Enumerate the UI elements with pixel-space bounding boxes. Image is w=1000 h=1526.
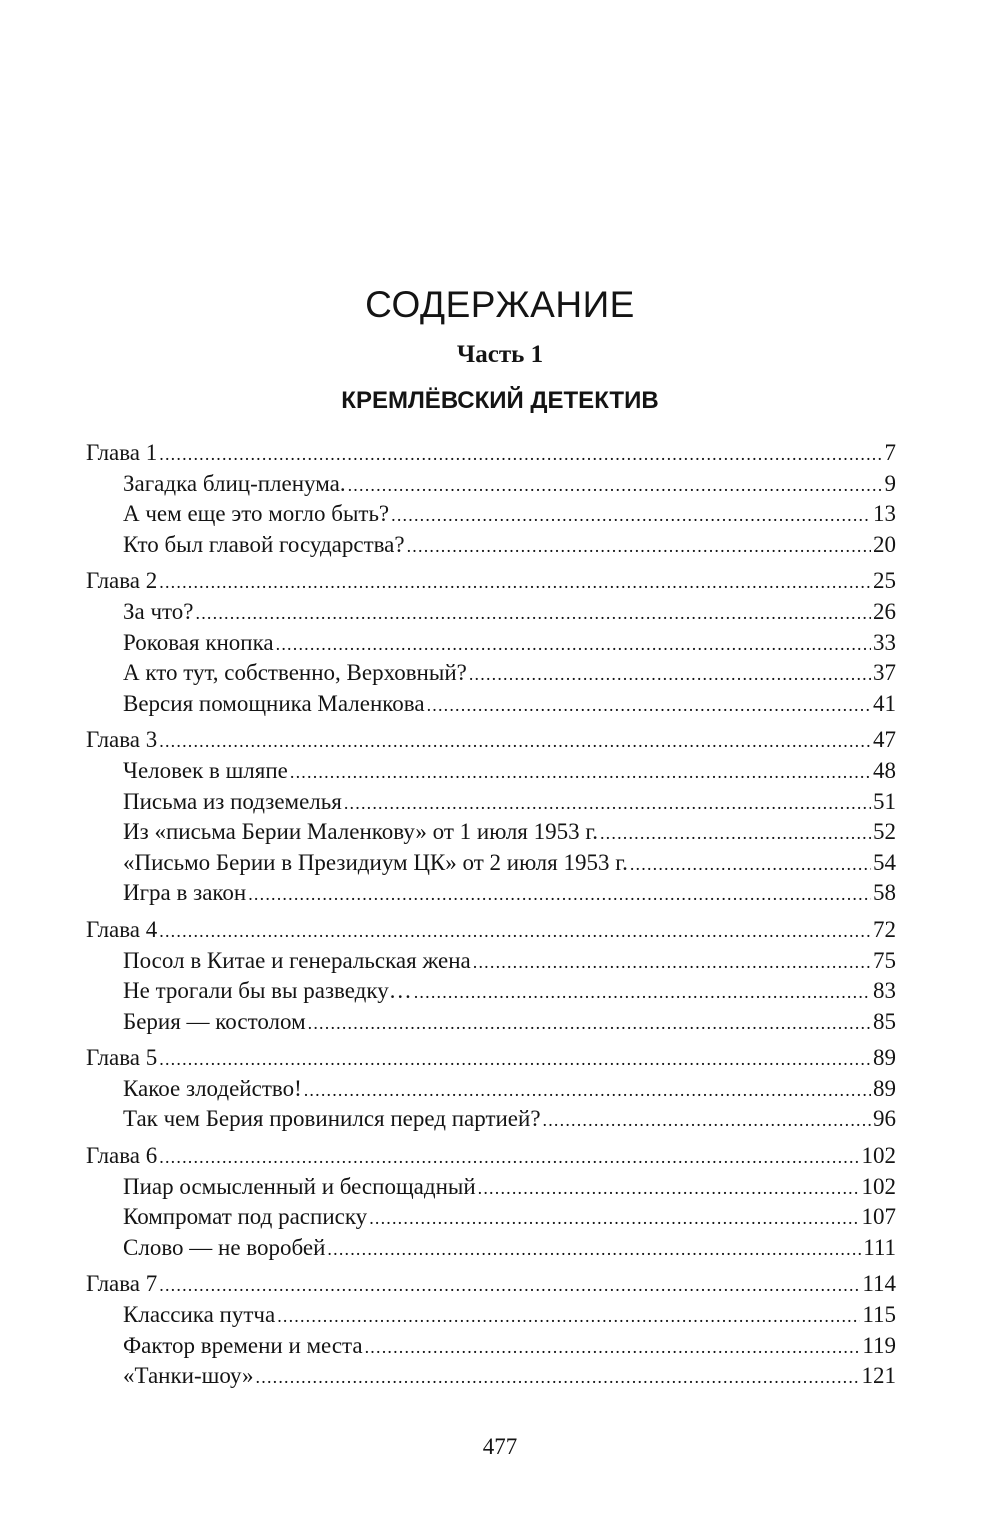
section-page-number: 83 bbox=[873, 978, 896, 1004]
chapter-title: Глава 5 bbox=[86, 1045, 158, 1071]
section-page-number: 41 bbox=[873, 690, 896, 716]
toc-section-entry bbox=[86, 1074, 896, 1105]
section-title: Версия помощника Маленкова bbox=[123, 690, 425, 716]
dot-leader bbox=[478, 1173, 860, 1204]
chapter-title: Глава 7 bbox=[86, 1271, 158, 1297]
toc-section-entry bbox=[86, 628, 896, 659]
chapter-title: Глава 6 bbox=[86, 1143, 158, 1169]
section-page-number: 85 bbox=[873, 1008, 896, 1034]
dot-leader bbox=[159, 1142, 859, 1173]
toc-section-entry bbox=[86, 756, 896, 787]
toc-section-entry bbox=[86, 530, 896, 561]
dot-leader bbox=[196, 598, 871, 629]
toc-chapter-block bbox=[86, 566, 896, 719]
toc-chapter-entry bbox=[86, 1269, 896, 1300]
table-of-contents bbox=[86, 438, 896, 1398]
dot-leader bbox=[427, 690, 871, 721]
toc-chapter-entry bbox=[86, 725, 896, 756]
section-title: Игра в закон bbox=[123, 880, 247, 906]
section-page-number: 54 bbox=[873, 849, 896, 875]
section-page-number: 75 bbox=[873, 947, 896, 973]
chapter-title: Глава 2 bbox=[86, 568, 158, 594]
dot-leader bbox=[277, 1301, 860, 1332]
toc-chapter-block bbox=[86, 1141, 896, 1263]
dot-leader bbox=[159, 439, 882, 470]
dot-leader bbox=[414, 977, 871, 1008]
section-title: А чем еще это могло быть? bbox=[123, 501, 390, 527]
toc-section-entry bbox=[86, 787, 896, 818]
dot-leader bbox=[159, 1044, 871, 1075]
section-title: Компромат под расписку bbox=[123, 1204, 368, 1230]
dot-leader bbox=[630, 849, 871, 880]
toc-chapter-block bbox=[86, 1043, 896, 1135]
dot-leader bbox=[159, 1270, 860, 1301]
section-page-number: 13 bbox=[873, 501, 896, 527]
section-page-number: 37 bbox=[873, 660, 896, 686]
section-page-number: 115 bbox=[862, 1302, 896, 1328]
section-title: Слово — не воробей bbox=[123, 1234, 326, 1260]
dot-leader bbox=[304, 1075, 871, 1106]
section-title: Какое злодейство! bbox=[123, 1075, 302, 1101]
dot-leader bbox=[248, 879, 871, 910]
section-title: Не трогали бы вы разведку… bbox=[123, 978, 412, 1004]
dot-leader bbox=[407, 531, 871, 562]
toc-section-entry bbox=[86, 1233, 896, 1264]
dot-leader bbox=[391, 500, 871, 531]
toc-section-entry bbox=[86, 976, 896, 1007]
section-title: Роковая кнопка bbox=[123, 629, 274, 655]
section-title: Загадка блиц-пленума. bbox=[123, 470, 346, 496]
page-number: 477 bbox=[482, 1434, 518, 1459]
toc-section-entry bbox=[86, 1300, 896, 1331]
dot-leader bbox=[469, 659, 871, 690]
section-page-number: 111 bbox=[863, 1234, 896, 1260]
section-title: Человек в шляпе bbox=[123, 757, 288, 783]
section-page-number: 52 bbox=[873, 819, 896, 845]
section-page-number: 58 bbox=[873, 880, 896, 906]
dot-leader bbox=[308, 1008, 871, 1039]
toc-chapter-entry bbox=[86, 915, 896, 946]
toc-section-entry bbox=[86, 689, 896, 720]
toc-section-entry bbox=[86, 848, 896, 879]
toc-section-entry bbox=[86, 1361, 896, 1392]
section-page-number: 33 bbox=[873, 629, 896, 655]
section-title: Письма из подземелья bbox=[123, 788, 342, 814]
section-title: Классика путча bbox=[123, 1302, 276, 1328]
chapter-title: Глава 4 bbox=[86, 916, 158, 942]
dot-leader bbox=[365, 1332, 861, 1363]
section-page-number: 26 bbox=[873, 598, 896, 624]
section-title: Так чем Берия провинился перед партией? bbox=[123, 1106, 541, 1132]
toc-section-entry bbox=[86, 1104, 896, 1135]
toc-chapter-block bbox=[86, 438, 896, 560]
toc-section-entry bbox=[86, 946, 896, 977]
dot-leader bbox=[543, 1105, 871, 1136]
toc-section-entry bbox=[86, 1007, 896, 1038]
dot-leader bbox=[344, 788, 871, 819]
toc-section-entry bbox=[86, 878, 896, 909]
toc-chapter-entry bbox=[86, 1043, 896, 1074]
section-title: А кто тут, собственно, Верховный? bbox=[123, 660, 467, 686]
toc-section-entry bbox=[86, 469, 896, 500]
chapter-page-number: 7 bbox=[884, 440, 896, 465]
section-title: Берия — костолом bbox=[123, 1008, 306, 1034]
dot-leader bbox=[290, 757, 871, 788]
section-title: Фактор времени и места bbox=[123, 1332, 363, 1358]
section-page-number: 9 bbox=[884, 470, 896, 496]
toc-section-entry bbox=[86, 1172, 896, 1203]
section-title: За что? bbox=[123, 598, 194, 624]
toc-section-entry bbox=[86, 597, 896, 628]
dot-leader bbox=[473, 947, 871, 978]
section-page-number: 96 bbox=[873, 1106, 896, 1132]
toc-chapter-entry bbox=[86, 566, 896, 597]
section-page-number: 107 bbox=[861, 1204, 896, 1230]
dot-leader bbox=[276, 629, 871, 660]
section-page-number: 48 bbox=[873, 757, 896, 783]
section-title: Кто был главой государства? bbox=[123, 531, 405, 557]
part-label: Часть 1 bbox=[456, 341, 544, 368]
dot-leader bbox=[369, 1203, 859, 1234]
section-page-number: 102 bbox=[861, 1173, 896, 1199]
toc-section-entry bbox=[86, 658, 896, 689]
section-page-number: 119 bbox=[862, 1332, 896, 1358]
section-title: «Танки-шоу» bbox=[123, 1363, 254, 1389]
section-page-number: 20 bbox=[873, 531, 896, 557]
chapter-page-number: 47 bbox=[873, 727, 896, 753]
chapter-page-number: 72 bbox=[873, 916, 896, 942]
toc-section-entry bbox=[86, 1202, 896, 1233]
dot-leader bbox=[256, 1362, 860, 1393]
chapter-page-number: 102 bbox=[861, 1143, 896, 1169]
section-title: Посол в Китае и генеральская жена bbox=[123, 947, 471, 973]
section-title: «Письмо Берии в Президиум ЦК» от 2 июля 1953 г. bbox=[123, 849, 628, 875]
dot-leader bbox=[159, 916, 871, 947]
toc-section-entry bbox=[86, 499, 896, 530]
section-page-number: 89 bbox=[873, 1075, 896, 1101]
dot-leader bbox=[159, 726, 871, 757]
toc-chapter-block bbox=[86, 725, 896, 909]
toc-section-entry bbox=[86, 817, 896, 848]
part-title: КРЕМЛЁВСКИЙ ДЕТЕКТИВ bbox=[341, 387, 659, 414]
section-title: Из «письма Берии Маленкову» от 1 июля 1953 г. bbox=[123, 819, 598, 845]
toc-chapter-entry bbox=[86, 1141, 896, 1172]
toc-chapter-entry bbox=[86, 438, 896, 469]
section-page-number: 51 bbox=[873, 788, 896, 814]
section-title: Пиар осмысленный и беспощадный bbox=[123, 1173, 476, 1199]
dot-leader bbox=[600, 818, 871, 849]
chapter-title: Глава 1 bbox=[86, 440, 158, 465]
chapter-title: Глава 3 bbox=[86, 727, 158, 753]
chapter-page-number: 114 bbox=[862, 1271, 896, 1297]
toc-chapter-block bbox=[86, 1269, 896, 1391]
dot-leader bbox=[327, 1234, 861, 1265]
dot-leader bbox=[348, 470, 883, 501]
page-title: СОДЕРЖАНИЕ bbox=[365, 283, 635, 325]
dot-leader bbox=[159, 567, 871, 598]
chapter-page-number: 25 bbox=[873, 568, 896, 594]
toc-chapter-block bbox=[86, 915, 896, 1037]
toc-section-entry bbox=[86, 1331, 896, 1362]
section-page-number: 121 bbox=[861, 1363, 896, 1389]
chapter-page-number: 89 bbox=[873, 1045, 896, 1071]
